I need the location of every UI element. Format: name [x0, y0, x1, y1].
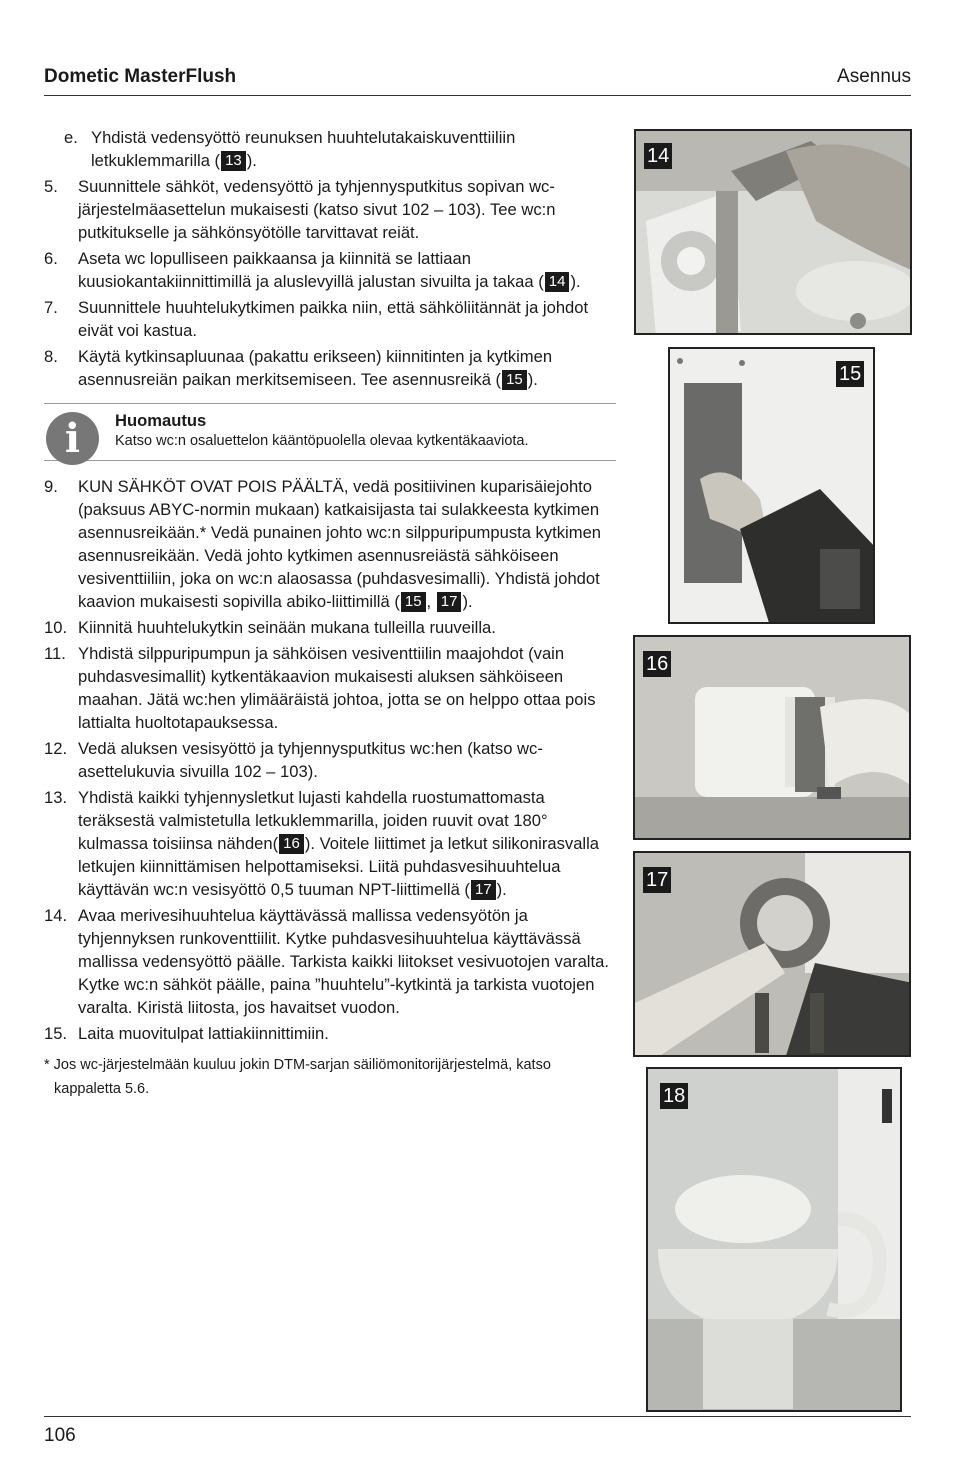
list-item-text: [91, 128, 515, 170]
list-item-text: [78, 298, 588, 340]
list-item-text: [78, 1024, 329, 1043]
list-item-text: [78, 347, 552, 389]
figure-reference-badge: 15: [401, 592, 426, 612]
list-item-text: [78, 788, 599, 899]
list-item-number: 9.: [44, 477, 58, 496]
list-item: [44, 616, 616, 639]
figure-15-photo: [670, 349, 875, 624]
figure-label-16: 16: [643, 651, 671, 677]
figure-label-14: 14: [644, 143, 672, 169]
text-segment: Avaa merivesihuuhtelua käyttävässä mallissa vedensyötön ja tyhjennyksen runkoventtiilit. Kytke puhdasvesihuuhtelua käyttävässä mallissa vedensyöttö päälle. Tarkista kaikki liitokset vesivuotojen varalta. Kytke wc:n sähköt päälle, paina ”huuhtelu”-kytkintä ja tarkista vuotojen varalta. Kiristä liitosta, jos havaitset vuodon.: [78, 906, 609, 1017]
list-item: [44, 475, 616, 613]
text-segment: ). Voitele liittimet ja letkut silikonirasvalla letkujen kiinnittämisen helpottamiseksi. Liitä puhdasvesihuuhtelua käyttävän wc:n vesisyöttö 0,5 tuuman NPT-liittimellä (: [78, 834, 600, 899]
figure-18-photo: [648, 1069, 902, 1412]
figure-14-photo: [636, 131, 912, 335]
text-segment: Yhdistä vedensyöttö reunuksen huuhtelutakaiskuventtiiliin letkuklemmarilla (: [91, 128, 516, 170]
figure-label-18: 18: [660, 1083, 688, 1109]
list-item: [44, 737, 616, 783]
figure-reference-badge: 17: [471, 880, 496, 900]
figure-reference-badge: 14: [545, 272, 570, 292]
text-segment: ).: [246, 151, 257, 170]
steps-list-a: [44, 126, 616, 391]
list-item: [44, 642, 616, 734]
text-segment: Kiinnitä huuhtelukytkin seinään mukana tulleilla ruuveilla.: [78, 618, 496, 637]
text-segment: KUN SÄHKÖT OVAT POIS PÄÄLTÄ, vedä positiivinen kuparisäiejohto (paksuus ABYC-normin mukaan) katkaisijasta tai sulakkeesta kytkimen asennusreikään.* Vedä punainen johto wc:n silppuripumpusta kytkimen asennusreikään. Vedä johto kytkimen asennusreiästä sähköiseen vesiventtiiliin, joka on wc:n alaosassa (puhdasvesimalli). Yhdistä johdot kaavion mukaisesti sopivilla abiko-liittimillä (: [78, 477, 602, 611]
note-text: Katso wc:n osaluettelon kääntöpuolella olevaa kytkentäkaaviota.: [115, 433, 529, 449]
text-segment: Suunnittele huuhtelukytkimen paikka niin, että sähköliitännät ja johdot eivät voi kastua.: [78, 298, 589, 340]
text-segment: Yhdistä silppuripumpun ja sähköisen vesiventtiilin maajohdot (vain puhdasvesimallit) kytkentäkaavion mukaisesti aluksen sähköiseen maahan. Jätä wc:hen ylimääräistä johtoa, jotta se on helppo ottaa pois lattialta huoltotapauksessa.: [78, 644, 596, 732]
figure-reference-badge: 16: [279, 834, 304, 854]
figure-14: [634, 129, 912, 335]
text-segment: ).: [496, 880, 507, 899]
list-item-number: 6.: [44, 249, 58, 268]
text-segment: Aseta wc lopulliseen paikkaansa ja kiinnitä se lattiaan kuusiokantakiinnittimillä ja aluslevyillä jalustan sivuilta ja takaa (: [78, 249, 544, 291]
figure-17-photo: [635, 853, 911, 1057]
figure-17: [633, 851, 911, 1057]
text-segment: Käytä kytkinsapluunaa (pakattu erikseen) kiinnitinten ja kytkimen asennusreiän paikan merkitsemiseen. Tee asennusreikä (: [78, 347, 553, 389]
figure-16: [633, 635, 911, 840]
list-item: [44, 1022, 616, 1045]
list-item-number: e.: [64, 128, 78, 147]
list-item: [44, 345, 616, 391]
list-item-number: 11.: [44, 644, 66, 663]
figure-reference-badge: 17: [437, 592, 462, 612]
page-header: [44, 64, 911, 96]
text-segment: Yhdistä kaikki tyhjennysletkut lujasti kahdella ruostumattomasta teräksestä valmistetulla letkuklemmarilla, joiden ruuvit ovat 180° kulmassa toisiinsa nähden(: [78, 788, 548, 853]
figure-18: [646, 1067, 902, 1412]
list-item-text: [78, 477, 601, 611]
list-item: [44, 904, 616, 1019]
note-title: Huomautus: [115, 411, 207, 430]
list-item-number: 14.: [44, 906, 68, 925]
figure-16-photo: [635, 637, 911, 840]
text-segment: ).: [462, 592, 473, 611]
figure-15: [668, 347, 875, 624]
figure-label-17: 17: [643, 867, 671, 893]
text-segment: Vedä aluksen vesisyöttö ja tyhjennysputkitus wc:hen (katso wc-asettelukuvia sivuilla 102 – 103).: [78, 739, 543, 781]
list-item-text: [78, 177, 555, 242]
list-item-number: 12.: [44, 739, 68, 758]
list-item-number: 8.: [44, 347, 58, 366]
info-icon: i: [46, 412, 99, 465]
list-item: [44, 247, 616, 293]
figure-reference-badge: 15: [502, 370, 527, 390]
list-item-number: 5.: [44, 177, 58, 196]
list-item-text: [78, 644, 596, 732]
figure-reference-badge: 13: [221, 151, 246, 171]
footnote: * Jos wc-järjestelmään kuuluu jokin DTM-sarjan säiliömonitorijärjestelmä, katso kappaletta 5.6.: [44, 1057, 551, 1097]
list-item-number: 15.: [44, 1024, 68, 1043]
steps-list-b: [44, 475, 616, 1045]
list-item: [44, 786, 616, 901]
brand-title: Dometic MasterFlush: [44, 66, 237, 87]
list-item: [44, 296, 616, 342]
list-item-number: 10.: [44, 618, 68, 637]
page-footer: [44, 1416, 911, 1446]
list-item-number: 7.: [44, 298, 58, 317]
note-box: [44, 403, 616, 461]
list-item: [44, 175, 616, 244]
figure-label-15: 15: [836, 361, 864, 387]
instructions-column: [44, 126, 616, 1101]
page-number: 106: [44, 1425, 76, 1446]
text-segment: ).: [570, 272, 581, 291]
list-item-text: [78, 618, 496, 637]
list-item: [44, 126, 616, 172]
list-item-text: [78, 906, 609, 1017]
text-segment: Suunnittele sähköt, vedensyöttö ja tyhjennysputkitus sopivan wc-järjestelmäasettelun mukaisesti (katso sivut 102 – 103). Tee wc:n putkitukselle ja sähkönsyötölle tarvittavat reiät.: [78, 177, 556, 242]
text-segment: ,: [426, 592, 436, 611]
list-item-text: [78, 739, 543, 781]
text-segment: ).: [527, 370, 538, 389]
text-segment: Laita muovitulpat lattiakiinnittimiin.: [78, 1024, 329, 1043]
list-item-number: 13.: [44, 788, 68, 807]
list-item-text: [78, 249, 581, 291]
section-title: Asennus: [837, 66, 911, 87]
